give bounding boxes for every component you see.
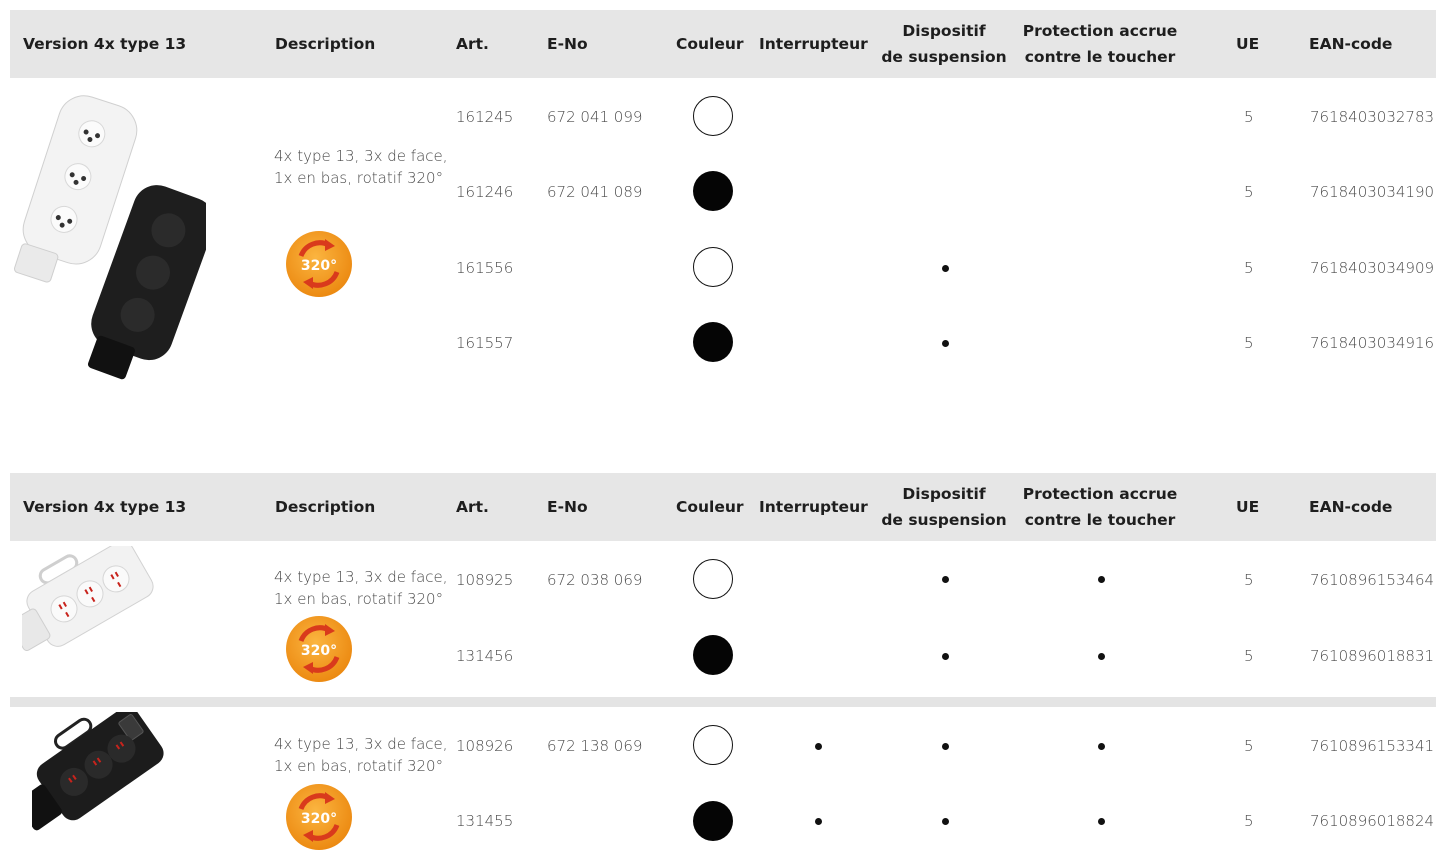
header-protection-l2: contre le toucher (1024, 511, 1176, 529)
badge-label: 320° (300, 258, 338, 274)
eno-cell: 672 138 069 (547, 737, 643, 755)
header-ue: UE (1236, 35, 1260, 53)
art-cell: 131456 (456, 647, 514, 665)
badge-label: 320° (300, 811, 338, 827)
art-cell: 108926 (456, 737, 514, 755)
art-cell: 131455 (456, 812, 514, 830)
color-white-swatch (693, 559, 733, 599)
suspension-dot (942, 265, 949, 272)
suspension-dot (942, 340, 949, 347)
color-white-swatch (693, 96, 733, 136)
ean-cell: 7618403034916 (1310, 334, 1435, 352)
ue-cell: 5 (1244, 259, 1254, 277)
header-version: Version 4x type 13 (23, 35, 187, 53)
ean-cell: 7610896018824 (1310, 812, 1435, 830)
header-protection-l1: Protection accrue (1022, 22, 1178, 40)
product-image-white-black-strips (6, 86, 206, 396)
table2-group1-description-line1: 4x type 13, 3x de face, (274, 568, 448, 586)
art-cell: 161246 (456, 183, 514, 201)
table2-group2-description-line1: 4x type 13, 3x de face, (274, 735, 448, 753)
ean-cell: 7618403034190 (1310, 183, 1435, 201)
header-interrupteur: Interrupteur (759, 498, 868, 516)
interrupteur-dot (815, 743, 822, 750)
color-white-swatch (693, 725, 733, 765)
header-dispositif-l2: de suspension (881, 48, 1007, 66)
table1-description-line2: 1x en bas, rotatif 320° (274, 169, 444, 187)
protection-dot (1098, 818, 1105, 825)
color-white-swatch (693, 247, 733, 287)
table2-header (10, 473, 1436, 541)
ue-cell: 5 (1244, 108, 1254, 126)
header-ue: UE (1236, 498, 1260, 516)
header-ean: EAN-code (1309, 35, 1393, 53)
art-cell: 161557 (456, 334, 514, 352)
suspension-dot (942, 576, 949, 583)
product-image-white-strip-hanger (22, 546, 172, 666)
color-black-swatch (693, 801, 733, 841)
protection-dot (1098, 653, 1105, 660)
header-eno: E-No (547, 35, 588, 53)
header-dispositif-l1: Dispositif (902, 485, 986, 503)
rotation-320-badge (285, 783, 353, 851)
header-interrupteur: Interrupteur (759, 35, 868, 53)
ue-cell: 5 (1244, 737, 1254, 755)
ean-cell: 7610896018831 (1310, 647, 1435, 665)
badge-label: 320° (300, 643, 338, 659)
ue-cell: 5 (1244, 183, 1254, 201)
header-eno: E-No (547, 498, 588, 516)
art-cell: 108925 (456, 571, 514, 589)
suspension-dot (942, 818, 949, 825)
art-cell: 161245 (456, 108, 514, 126)
header-ean: EAN-code (1309, 498, 1393, 516)
header-dispositif-l1: Dispositif (902, 22, 986, 40)
suspension-dot (942, 743, 949, 750)
ue-cell: 5 (1244, 812, 1254, 830)
eno-cell: 672 038 069 (547, 571, 643, 589)
ean-cell: 7618403034909 (1310, 259, 1435, 277)
header-art: Art. (456, 498, 489, 516)
table1-description-line1: 4x type 13, 3x de face, (274, 147, 448, 165)
header-protection-l1: Protection accrue (1022, 485, 1178, 503)
header-art: Art. (456, 35, 489, 53)
ue-cell: 5 (1244, 647, 1254, 665)
table1-header (10, 10, 1436, 78)
header-description: Description (275, 498, 376, 516)
color-black-swatch (693, 635, 733, 675)
header-couleur: Couleur (676, 35, 744, 53)
ean-cell: 7610896153341 (1310, 737, 1435, 755)
ue-cell: 5 (1244, 334, 1254, 352)
eno-cell: 672 041 099 (547, 108, 643, 126)
color-black-swatch (693, 171, 733, 211)
color-black-swatch (693, 322, 733, 362)
art-cell: 161556 (456, 259, 514, 277)
interrupteur-dot (815, 818, 822, 825)
header-dispositif-l2: de suspension (881, 511, 1007, 529)
product-image-black-strip-switch (32, 712, 182, 848)
rotation-320-badge (285, 230, 353, 298)
header-protection-l2: contre le toucher (1024, 48, 1176, 66)
protection-dot (1098, 576, 1105, 583)
header-description: Description (275, 35, 376, 53)
header-version: Version 4x type 13 (23, 498, 187, 516)
suspension-dot (942, 653, 949, 660)
header-couleur: Couleur (676, 498, 744, 516)
ean-cell: 7610896153464 (1310, 571, 1435, 589)
rotation-320-badge (285, 615, 353, 683)
protection-dot (1098, 743, 1105, 750)
table2-group2-description-line2: 1x en bas, rotatif 320° (274, 757, 444, 775)
eno-cell: 672 041 089 (547, 183, 643, 201)
table2-group1-description-line2: 1x en bas, rotatif 320° (274, 590, 444, 608)
ue-cell: 5 (1244, 571, 1254, 589)
ean-cell: 7618403032783 (1310, 108, 1435, 126)
group-separator (10, 697, 1436, 707)
